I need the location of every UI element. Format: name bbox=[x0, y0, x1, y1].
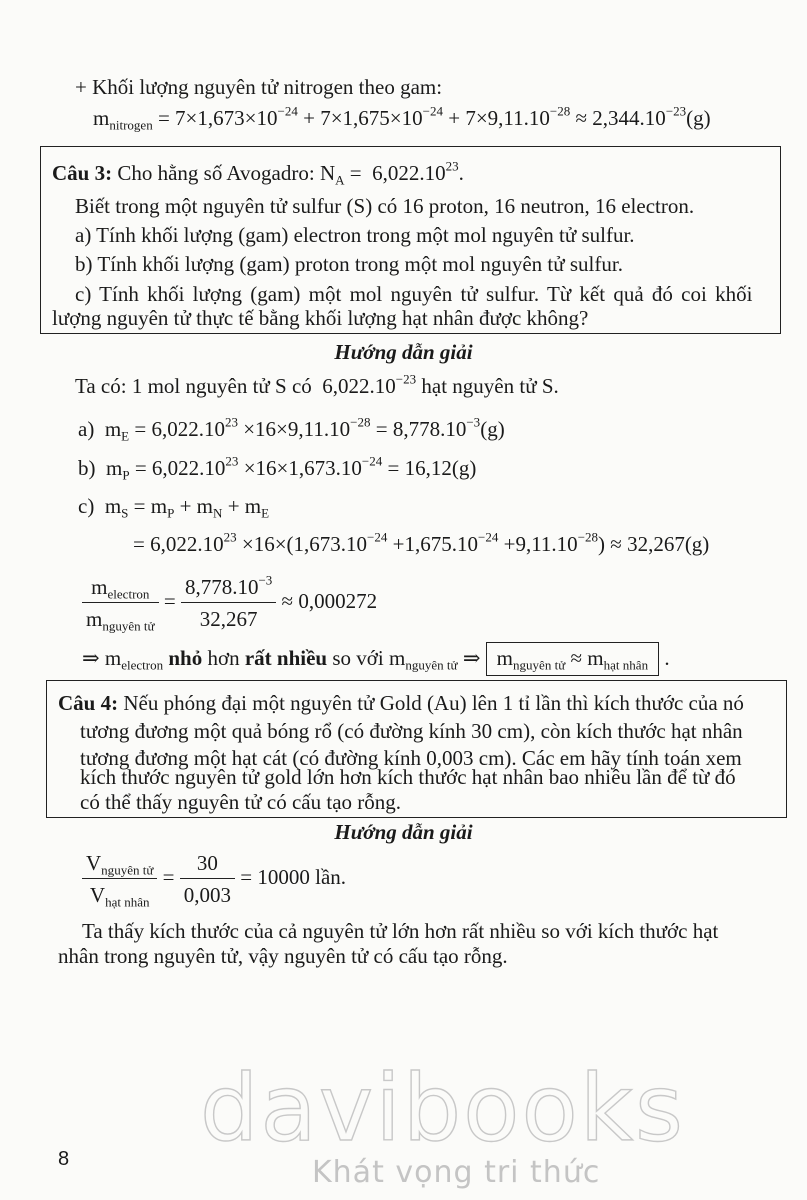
solution-3-title: Hướng dẫn giải bbox=[334, 340, 473, 364]
question-4-line-3: tương đương một hạt cát (có đường kính 0,003 cm). Các em hãy tính toán xem bbox=[80, 746, 742, 770]
solution-3-c: c) $m_S = m_P + m_N + m_E$ bbox=[78, 494, 270, 521]
question-4-line-2: tương đương một quả bóng rổ (có đường kính 30 cm), còn kích thước hạt nhân bbox=[80, 719, 743, 743]
conclusion-3: ⇒ $m_{electron}$ nhỏ hơn rất nhiều so với $m_{nguyên tử}$ ⇒ $m_{nguyên tử} \approx m_{hạt nhân}$ . bbox=[82, 642, 670, 676]
solution-4-title: Hướng dẫn giải bbox=[334, 820, 473, 844]
solution-3-c-expanded: = $6,022.10^{23} \times 16\times(1,673.10^{-24} +1,675.10^{-24} +9,11.10^{-28}) \approx 32,267(g)$ bbox=[133, 529, 710, 556]
solution-3-b: b) $m_P = 6,022.10^{23} \times 16\times 1,673.10^{-24} = 16,12(g)$ bbox=[78, 453, 477, 483]
question-3-line-2: Biết trong một nguyên tử sulfur (S) có 16 proton, 16 neutron, 16 electron. bbox=[75, 194, 695, 218]
question-3-a: a) Tính khối lượng (gam) electron trong một mol nguyên tử sulfur. bbox=[75, 223, 635, 247]
volume-ratio: $\frac{V_{nguyên tử}}{V_{hạt nhân}}$ = $\frac{30}{0,003}$ = 10000 lần. bbox=[82, 850, 346, 908]
solution-3-intro: Ta có: 1 mol nguyên tử S có $6,022.10^{-23}$ hạt nguyên tử S. bbox=[75, 371, 559, 398]
question-4-line-5: có thể thấy nguyên tử có cấu tạo rỗng. bbox=[80, 790, 402, 814]
watermark-brand: davibooks bbox=[200, 1055, 685, 1162]
question-4-line-1: Câu 4: Nếu phóng đại một nguyên tử Gold (Au) lên 1 tỉ lần thì kích thước của nó bbox=[58, 691, 744, 715]
solution-3-a: a) $m_E = 6,022.10^{23} \times 16\times 9,11.10^{-28} = 8,778.10^{-3}(g)$ bbox=[78, 414, 505, 444]
electron-ratio: $\frac{m_{electron}}{m_{nguyên tử}}$ = $\frac{8,778.10^{-3}}{32,267}$ ≈ 0,000272 bbox=[82, 574, 377, 632]
question-3-c: c) Tính khối lượng (gam) một mol nguyên tử sulfur. Từ kết quả đó coi khối bbox=[75, 282, 753, 306]
intro-line: + Khối lượng nguyên tử nitrogen theo gam: bbox=[75, 75, 443, 99]
question-3-line-1: Câu 3: Cho hằng số Avogadro: $N_A = 6,022.10^{23}$. bbox=[52, 158, 464, 188]
page-number: 8 bbox=[58, 1148, 70, 1170]
question-3-b: b) Tính khối lượng (gam) proton trong một mol nguyên tử sulfur. bbox=[75, 252, 623, 276]
nitrogen-mass-formula: $m_{nitrogen} = 7\times 1,673\times 10^{-24} + 7\times 1,675\times 10^{-24} + 7\times 9,11.10^{-28} \approx 2,344.10^{-23}(g)$ bbox=[93, 103, 711, 133]
solution-4-line-1: Ta thấy kích thước của cả nguyên tử lớn hơn rất nhiều so với kích thước hạt bbox=[82, 919, 719, 943]
conclusion-boxed: $m_{nguyên tử} \approx m_{hạt nhân}$ bbox=[486, 642, 659, 676]
question-4-line-4: kích thước nguyên tử gold lớn hơn kích thước hạt nhân bao nhiêu lần để từ đó bbox=[80, 765, 736, 789]
question-3-c-cont: lượng nguyên tử thực tế bằng khối lượng hạt nhân được không? bbox=[52, 306, 589, 330]
watermark-slogan: Khát vọng tri thức bbox=[312, 1155, 601, 1190]
solution-4-line-2: nhân trong nguyên tử, vậy nguyên tử có cấu tạo rỗng. bbox=[58, 944, 508, 968]
